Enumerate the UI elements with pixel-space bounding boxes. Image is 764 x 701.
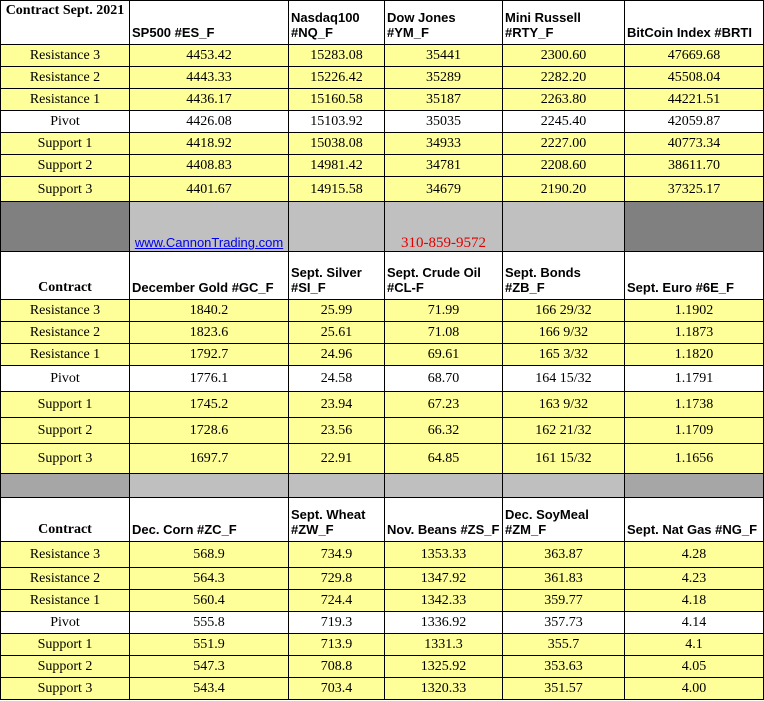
- cell-value: 1728.6: [130, 418, 289, 444]
- cell-value: 34781: [385, 155, 503, 177]
- cell-value: 1776.1: [130, 366, 289, 392]
- cell-value: 1.1873: [625, 322, 764, 344]
- cell-value: 64.85: [385, 444, 503, 474]
- cell-value: 2263.80: [503, 89, 625, 111]
- section-1-row-support-1: [1, 133, 764, 155]
- cell-value: 729.8: [289, 568, 385, 590]
- separator-cell: [503, 474, 625, 498]
- cell-value: 353.63: [503, 656, 625, 678]
- cell-value: 4.18: [625, 590, 764, 612]
- cell-value: 35289: [385, 67, 503, 89]
- row-label: Resistance 3: [1, 300, 130, 322]
- cell-value: 2190.20: [503, 177, 625, 202]
- cell-value: 2208.60: [503, 155, 625, 177]
- section-2-row-resistance-3: [1, 300, 764, 322]
- section-2-header-5: Sept. Euro #6E_F: [625, 252, 764, 300]
- section-3-row-pivot: [1, 612, 764, 634]
- cell-value: 1.1709: [625, 418, 764, 444]
- cell-value: 355.7: [503, 634, 625, 656]
- section-2-row-pivot: [1, 366, 764, 392]
- cell-value: 1336.92: [385, 612, 503, 634]
- cell-value: 708.8: [289, 656, 385, 678]
- cell-value: 1353.33: [385, 542, 503, 568]
- cell-value: 4453.42: [130, 45, 289, 67]
- cell-value: 1823.6: [130, 322, 289, 344]
- cell-value: 551.9: [130, 634, 289, 656]
- cell-value: 69.61: [385, 344, 503, 366]
- cell-value: 40773.34: [625, 133, 764, 155]
- cell-value: 23.56: [289, 418, 385, 444]
- cell-value: 4401.67: [130, 177, 289, 202]
- row-label: Support 3: [1, 177, 130, 202]
- separator-cell: [1, 474, 130, 498]
- section-3-row-resistance-2: [1, 568, 764, 590]
- cell-value: 543.4: [130, 678, 289, 700]
- row-label: Resistance 2: [1, 322, 130, 344]
- row-label: Support 1: [1, 392, 130, 418]
- row-label: Pivot: [1, 366, 130, 392]
- cell-value: 4408.83: [130, 155, 289, 177]
- cell-value: 555.8: [130, 612, 289, 634]
- cell-value: 37325.17: [625, 177, 764, 202]
- separator-row: [1, 474, 764, 498]
- separator-cell: [289, 202, 385, 252]
- section-1-row-resistance-3: [1, 45, 764, 67]
- cell-value: 4.14: [625, 612, 764, 634]
- section-1-row-resistance-2: [1, 67, 764, 89]
- section-3-header-2: Sept. Wheat #ZW_F: [289, 498, 385, 542]
- row-label: Support 2: [1, 656, 130, 678]
- row-label: Resistance 3: [1, 45, 130, 67]
- cell-value: 161 15/32: [503, 444, 625, 474]
- cell-value: 560.4: [130, 590, 289, 612]
- section-2-header-row: [1, 252, 764, 300]
- section-1-row-support-2: [1, 155, 764, 177]
- section-2-row-support-1: [1, 392, 764, 418]
- cell-value: 14915.58: [289, 177, 385, 202]
- section-1-corner-label: Contract Sept. 2021: [1, 1, 130, 45]
- cell-value: 166 29/32: [503, 300, 625, 322]
- cell-value: 1697.7: [130, 444, 289, 474]
- cell-value: 25.61: [289, 322, 385, 344]
- cell-value: 4418.92: [130, 133, 289, 155]
- cell-value: 15283.08: [289, 45, 385, 67]
- cell-value: 357.73: [503, 612, 625, 634]
- section-3-row-resistance-3: [1, 542, 764, 568]
- separator-cell: [503, 202, 625, 252]
- cell-value: 2227.00: [503, 133, 625, 155]
- website-cell: [130, 202, 289, 252]
- cell-value: 1792.7: [130, 344, 289, 366]
- separator-cell: [289, 474, 385, 498]
- row-label: Support 3: [1, 678, 130, 700]
- cell-value: 1320.33: [385, 678, 503, 700]
- cell-value: 4.23: [625, 568, 764, 590]
- cell-value: 361.83: [503, 568, 625, 590]
- cell-value: 71.99: [385, 300, 503, 322]
- cell-value: 713.9: [289, 634, 385, 656]
- cell-value: 719.3: [289, 612, 385, 634]
- section-1-header-3: Dow Jones #YM_F: [385, 1, 503, 45]
- cell-value: 4.28: [625, 542, 764, 568]
- section-3-header-5: Sept. Nat Gas #NG_F: [625, 498, 764, 542]
- cell-value: 24.58: [289, 366, 385, 392]
- section-3-header-1: Dec. Corn #ZC_F: [130, 498, 289, 542]
- cell-value: 1342.33: [385, 590, 503, 612]
- cell-value: 164 15/32: [503, 366, 625, 392]
- section-3-header-3: Nov. Beans #ZS_F: [385, 498, 503, 542]
- cell-value: 2300.60: [503, 45, 625, 67]
- section-2-header-4: Sept. Bonds #ZB_F: [503, 252, 625, 300]
- cell-value: 24.96: [289, 344, 385, 366]
- row-label: Support 3: [1, 444, 130, 474]
- cell-value: 25.99: [289, 300, 385, 322]
- cell-value: 166 9/32: [503, 322, 625, 344]
- section-3-row-support-2: [1, 656, 764, 678]
- cell-value: 703.4: [289, 678, 385, 700]
- row-label: Support 2: [1, 155, 130, 177]
- row-label: Resistance 2: [1, 568, 130, 590]
- cell-value: 1347.92: [385, 568, 503, 590]
- cell-value: 4443.33: [130, 67, 289, 89]
- cell-value: 35035: [385, 111, 503, 133]
- cell-value: 2245.40: [503, 111, 625, 133]
- separator-cell: [385, 474, 503, 498]
- row-label: Resistance 1: [1, 89, 130, 111]
- cell-value: 23.94: [289, 392, 385, 418]
- row-label: Resistance 1: [1, 590, 130, 612]
- cell-value: 4426.08: [130, 111, 289, 133]
- cell-value: 568.9: [130, 542, 289, 568]
- cell-value: 165 3/32: [503, 344, 625, 366]
- cell-value: 4.00: [625, 678, 764, 700]
- cell-value: 4.1: [625, 634, 764, 656]
- cell-value: 724.4: [289, 590, 385, 612]
- section-2-header-2: Sept. Silver #SI_F: [289, 252, 385, 300]
- cell-value: 734.9: [289, 542, 385, 568]
- cell-value: 162 21/32: [503, 418, 625, 444]
- cell-value: 15103.92: [289, 111, 385, 133]
- cell-value: 547.3: [130, 656, 289, 678]
- section-1-row-pivot: [1, 111, 764, 133]
- row-label: Pivot: [1, 612, 130, 634]
- cell-value: 34933: [385, 133, 503, 155]
- section-3-row-support-3: [1, 678, 764, 700]
- cell-value: 1.1656: [625, 444, 764, 474]
- cell-value: 4.05: [625, 656, 764, 678]
- cell-value: 67.23: [385, 392, 503, 418]
- cell-value: 1840.2: [130, 300, 289, 322]
- cell-value: 35187: [385, 89, 503, 111]
- cell-value: 44221.51: [625, 89, 764, 111]
- cell-value: 1325.92: [385, 656, 503, 678]
- cell-value: 22.91: [289, 444, 385, 474]
- row-label: Support 2: [1, 418, 130, 444]
- website-link[interactable]: www.CannonTrading.com: [134, 235, 284, 250]
- cell-value: 1.1791: [625, 366, 764, 392]
- cell-value: 15226.42: [289, 67, 385, 89]
- cell-value: 4436.17: [130, 89, 289, 111]
- row-label: Resistance 3: [1, 542, 130, 568]
- cell-value: 564.3: [130, 568, 289, 590]
- section-2-row-resistance-1: [1, 344, 764, 366]
- section-2-row-resistance-2: [1, 322, 764, 344]
- cell-value: 363.87: [503, 542, 625, 568]
- cell-value: 351.57: [503, 678, 625, 700]
- cell-value: 42059.87: [625, 111, 764, 133]
- cell-value: 35441: [385, 45, 503, 67]
- section-2-corner-label: Contract: [1, 252, 130, 300]
- cell-value: 34679: [385, 177, 503, 202]
- section-2-header-1: December Gold #GC_F: [130, 252, 289, 300]
- separator-cell: [625, 474, 764, 498]
- separator-cell: [1, 202, 130, 252]
- cell-value: 38611.70: [625, 155, 764, 177]
- cell-value: 66.32: [385, 418, 503, 444]
- phone-number: 310-859-9572: [401, 235, 486, 251]
- cell-value: 1.1738: [625, 392, 764, 418]
- cell-value: 1.1820: [625, 344, 764, 366]
- section-1-row-support-3: [1, 177, 764, 202]
- row-label: Resistance 1: [1, 344, 130, 366]
- row-label: Resistance 2: [1, 67, 130, 89]
- section-3-row-resistance-1: [1, 590, 764, 612]
- section-1-header-4: Mini Russell #RTY_F: [503, 1, 625, 45]
- section-1-header-2: Nasdaq100 #NQ_F: [289, 1, 385, 45]
- phone-cell: [385, 202, 503, 252]
- cell-value: 2282.20: [503, 67, 625, 89]
- cell-value: 68.70: [385, 366, 503, 392]
- section-3-corner-label: Contract: [1, 498, 130, 542]
- section-1-header-row: [1, 1, 764, 45]
- section-3-header-4: Dec. SoyMeal #ZM_F: [503, 498, 625, 542]
- section-1-header-5: BitCoin Index #BRTI: [625, 1, 764, 45]
- cell-value: 1745.2: [130, 392, 289, 418]
- row-label: Support 1: [1, 133, 130, 155]
- cell-value: 71.08: [385, 322, 503, 344]
- cell-value: 47669.68: [625, 45, 764, 67]
- section-3-row-support-1: [1, 634, 764, 656]
- section-2-row-support-3: [1, 444, 764, 474]
- section-1-header-1: SP500 #ES_F: [130, 1, 289, 45]
- cell-value: 1.1902: [625, 300, 764, 322]
- section-2-row-support-2: [1, 418, 764, 444]
- cell-value: 14981.42: [289, 155, 385, 177]
- row-label: Pivot: [1, 111, 130, 133]
- cell-value: 163 9/32: [503, 392, 625, 418]
- section-3-header-row: [1, 498, 764, 542]
- cell-value: 1331.3: [385, 634, 503, 656]
- section-2-header-3: Sept. Crude Oil #CL-F: [385, 252, 503, 300]
- section-1-row-resistance-1: [1, 89, 764, 111]
- contact-separator-row: [1, 202, 764, 252]
- cell-value: 359.77: [503, 590, 625, 612]
- cell-value: 15160.58: [289, 89, 385, 111]
- cell-value: 15038.08: [289, 133, 385, 155]
- separator-cell: [130, 474, 289, 498]
- row-label: Support 1: [1, 634, 130, 656]
- separator-cell: [625, 202, 764, 252]
- cell-value: 45508.04: [625, 67, 764, 89]
